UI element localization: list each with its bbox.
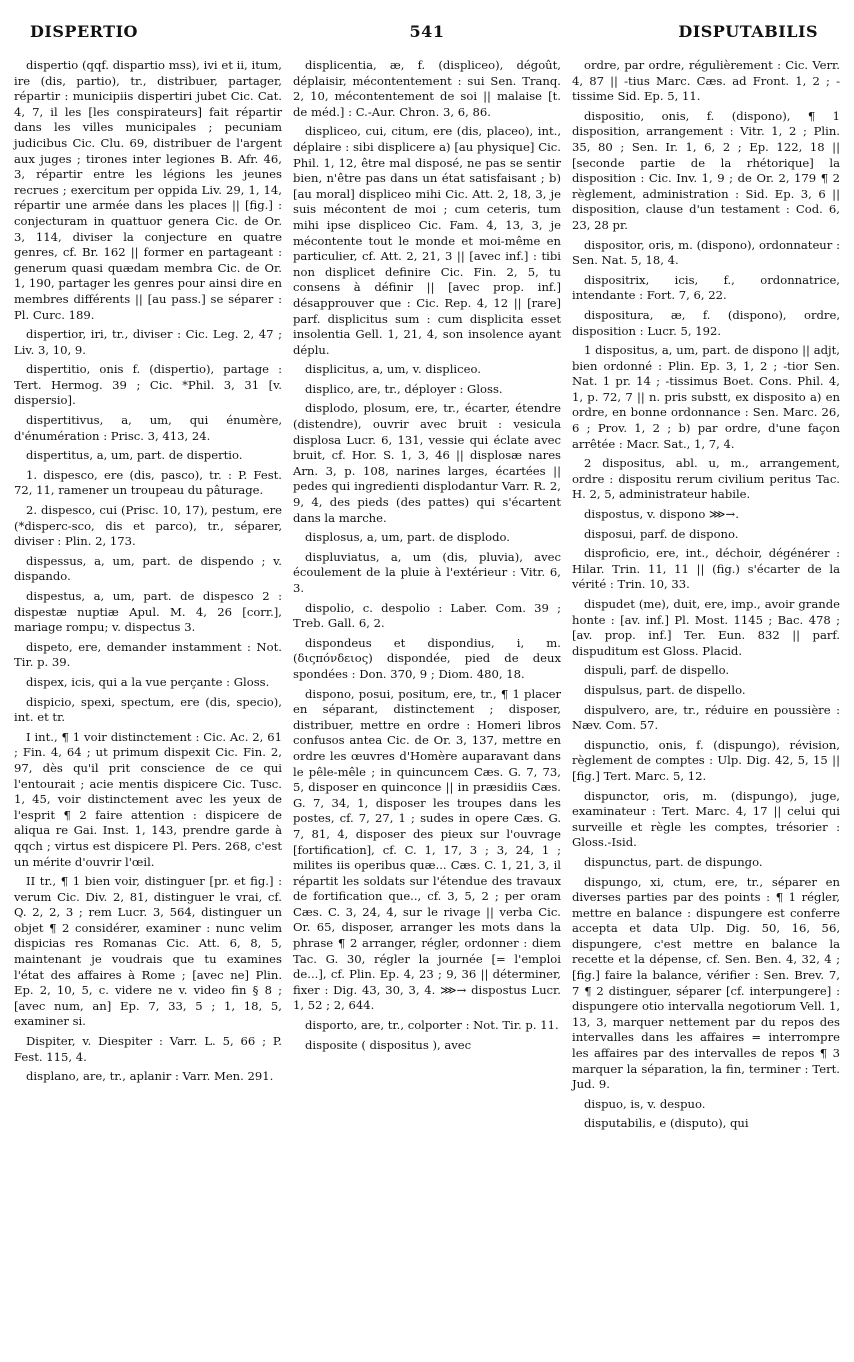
running-header — [14, 22, 840, 50]
dictionary-entry: dispositrix, icis, f., ordonnatrice, intendante : Fort. 7, 6, 22. — [572, 272, 840, 303]
dictionary-entry: dispunctor, oris, m. (dispungo), juge, examinateur : Tert. Marc. 4, 17 || celui qui surveille et règle les comptes, trésorier : Gloss.-Isid. — [572, 788, 840, 850]
dictionary-entry: dispex, icis, qui a la vue perçante : Gloss. — [26, 674, 270, 689]
dictionary-entry: Dispiter, v. Diespiter : Varr. L. 5, 66 ; P. Fest. 115, 4. — [14, 1034, 282, 1064]
dictionary-entry: dispuli, parf. de dispello. — [584, 663, 730, 678]
dictionary-entry: disporto, are, tr., colporter : Not. Tir. p. 11. — [305, 1018, 559, 1033]
dictionary-entry: displodo, plosum, ere, tr., écarter, étendre (distendre), ouvrir avec bruit : vesicula displosa Lucr. 6, 131, vessie qui éclate avec bruit, cf. Hor. S. 1, 3, 46 || displosæ nares Arn. 3, p. 108, narines larges, écartées || pedes qui ingredienti displodantur Varr. R. 2, 9, 4, des pieds (des pattes) qui s'écartent dans la marche. — [293, 401, 561, 525]
dictionary-entry: dispulvero, are, tr., réduire en poussière : Næv. Com. 57. — [572, 702, 840, 733]
dictionary-entry: dispositor, oris, m. (dispono), ordonnateur : Sen. Nat. 5, 18, 4. — [572, 237, 840, 268]
dictionary-entry: displosus, a, um, part. de displodo. — [305, 530, 510, 545]
dictionary-entry: dispertitus, a, um, part. de dispertio. — [26, 448, 243, 463]
dictionary-entry: displano, are, tr., aplanir : Varr. Men. 291. — [26, 1069, 274, 1084]
dictionary-entry: dispono, posui, positum, ere, tr., ¶ 1 placer en séparant, distinctement ; disposer, distribuer, mettre en ordre : Homeri libros confusos antea Cic. de Or. 3, 137, mettre en ordre les œuvres d'Homère auparavant dans le pêle-mêle ; in quincuncem Cæs. G. 7, 73, 5, disposer en quinconce || in præsidiis Cæs. G. 7, 34, 1, disposer les troupes dans les postes, cf. 7, 27, 1 ; sudes in opere Cæs. G. 7, 81, 4, disposer des pieux sur l'ouvrage [fortification], cf. C. 1, 17, 3 ; 3, 24, 1 ; milites iis operibus quæ... Cæs. C. 1, 21, 3, il répartit les soldats sur l'étendue des travaux de fortification que.., cf. 3, 5, 2 ; per oram Cæs. C. 3, 24, 4, sur le rivage || verba Cic. Or. 65, disposer, arranger les mots dans la phrase ¶ 2 arranger, régler, ordonner : diem Tac. G. 30, régler la journée [= l'emploi de...], cf. Plin. Ep. 4, 23 ; 9, 36 || déterminer, fixer : Dig. 43, 30, 3, 4. ⋙→ dispostus Lucr. 1, 52 ; 2, 644. — [293, 686, 561, 1013]
dictionary-entry: disproficio, ere, int., déchoir, dégénérer : Hilar. Trin. 11, 11 || (fig.) s'écarter de la vérité : Trin. 10, 33. — [572, 546, 840, 592]
dictionary-entry: disposite ( dispositus ), avec — [305, 1037, 472, 1052]
dictionary-entry: II tr., ¶ 1 bien voir, distinguer [pr. et fig.] : verum Cic. Div. 2, 81, distinguer le vrai, cf. Q. 2, 2, 3 ; rem Lucr. 3, 564, distinguer un objet ¶ 2 considérer, examiner : nunc velim dispicias res Romanas Cic. Att. 6, 8, 5, maintenant je voudrais que tu examines l'état des affaires à Rome ; [avec ne] Plin. Ep. 2, 10, 5, c. videre ne v. video fin § 8 ; [avec num, an] Ep. 7, 33, 5 ; 1, 18, 5, examiner si. — [14, 874, 282, 1029]
text-columns — [14, 58, 840, 1136]
dictionary-entry: dispertior, iri, tr., diviser : Cic. Leg. 2, 47 ; Liv. 3, 10, 9. — [14, 327, 282, 357]
dictionary-entry: dispunctio, onis, f. (dispungo), révision, règlement de comptes : Ulp. Dig. 42, 5, 15 || [fig.] Tert. Marc. 5, 12. — [572, 737, 840, 783]
dictionary-entry: dispertio (qqf. dispartio mss), ivi et ii, itum, ire (dis, partio), tr., distribuer, partager, répartir : municipiis dispertiri jubet Cic. Cat. 4, 7, il les [les conspirateurs] fait répartir dans les villes municipales ; pecuniam judicibus Cic. Clu. 69, distribuer de l'argent aux juges ; tirones inter legiones B. Afr. 46, 3, répartir entre les légions les jeunes recrues ; exercitum per oppida Liv. 29, 1, 14, répartir une armée dans les places || [fig.] : conjecturam in quattuor genera Cic. de Or. 3, 114, diviser la conjecture en quatre genres, cf. Br. 162 || former en partageant : generum quasi quædam membra Cic. de Or. 1, 190, partager les genres pour ainsi dire en membres différents || [au pass.] se séparer : Pl. Curc. 189. — [14, 58, 282, 322]
dictionary-entry: dispungo, xi, ctum, ere, tr., séparer en diverses parties par des points : ¶ 1 régler, mettre en balance : dispungere est conferre accepta et data Ulp. Dig. 50, 16, 56, dispungere, c'est mettre en balance la recette et la dépense, cf. Sen. Ben. 4, 32, 4 ; [fig.] faire la balance, vérifier : Sen. Brev. 7, 7 ¶ 2 distinguer, séparer [cf. interpungere] : dispungere otio intervalla negotiorum Vell. 1, 13, 3, marquer nettement par du repos des intervalles dans les affaires = interrompre les affaires par des intervalles de repos ¶ 3 marquer la séparation, la fin, terminer : Tert. Jud. 9. — [572, 874, 840, 1092]
dictionary-entry: 2. dispesco, cui (Prisc. 10, 17), pestum, ere (*disperc-sco, dis et parco), tr., séparer, diviser : Plin. 2, 173. — [14, 503, 282, 549]
dictionary-entry: displicitus, a, um, v. displiceo. — [305, 362, 481, 377]
dictionary-entry: dispeto, ere, demander instamment : Not. Tir. p. 39. — [14, 639, 282, 670]
page-number: 541 — [409, 22, 445, 41]
dictionary-entry: dispositio, onis, f. (dispono), ¶ 1 disposition, arrangement : Vitr. 1, 2 ; Plin. 35, 80 ; Sen. Ir. 1, 6, 2 ; Ep. 122, 18 || [seconde partie de la rhétorique] la disposition : Cic. Inv. 1, 9 ; de Or. 2, 179 ¶ 2 règlement, administration : Sid. Ep. 3, 6 || disposition, clause d'un testament : Cod. 6, 23, 28 pr. — [572, 108, 840, 232]
dictionary-entry: disputabilis, e (disputo), qui — [584, 1116, 749, 1131]
dictionary-entry: 2 dispositus, abl. u, m., arrangement, ordre : dispositu rerum civilium peritus Tac. H. 2, 5, administrateur habile. — [572, 456, 840, 502]
dictionary-entry: displiceo, cui, citum, ere (dis, placeo), int., déplaire : sibi displicere a) [au physique] Cic. Phil. 1, 12, être mal disposé, ne pas se sentir bien, n'être pas dans un état satisfaisant ; b) [au moral] displiceo mihi Cic. Att. 2, 18, 3, je suis mécontent de moi ; cum ceteris, tum mihi ipse displiceo Cic. Fam. 4, 13, 3, je mécontente tout le monde et moi-même en particulier, cf. Att. 2, 21, 3 || [avec inf.] : tibi non displicet definire Cic. Fin. 2, 5, tu consens à définir || [avec prop. inf.] désapprouver que : Cic. Rep. 4, 12 || [rare] parf. displicitus sum : cum displicita esset insolentia Gell. 1, 21, 4, son insolence ayant déplu. — [293, 124, 561, 357]
dictionary-entry: disposui, parf. de dispono. — [584, 526, 739, 541]
dictionary-entry: dispertitivus, a, um, qui énumère, d'énumération : Prisc. 3, 413, 24. — [14, 413, 282, 443]
dictionary-entry: dispulsus, part. de dispello. — [584, 682, 746, 697]
header-left-guideword: DISPERTIO — [30, 22, 138, 41]
dictionary-entry: dispertitio, onis f. (dispertio), partage : Tert. Hermog. 39 ; Cic. *Phil. 3, 31 [v. dispersio]. — [14, 362, 282, 408]
dictionary-entry: displicentia, æ, f. (displiceo), dégoût, déplaisir, mécontentement : sui Sen. Tranq. 2, 10, mécontentement de soi || malaise [t. de méd.] : C.-Aur. Chron. 3, 6, 86. — [293, 58, 561, 119]
column-2 — [293, 58, 561, 1136]
dictionary-entry: ordre, par ordre, régulièrement : Cic. Verr. 4, 87 || -tius Marc. Cæs. ad Front. 1, 2 ; -tissime Sid. Ep. 5, 11. — [572, 58, 840, 104]
dictionary-entry: dispuo, is, v. despuo. — [584, 1096, 706, 1111]
dictionary-entry: dispicio, spexi, spectum, ere (dis, specio), int. et tr. — [14, 694, 282, 725]
dictionary-entry: 1. dispesco, ere (dis, pasco), tr. : P. Fest. 72, 11, ramener un troupeau du pâturage. — [14, 467, 282, 498]
dictionary-entry: dispunctus, part. de dispungo. — [584, 854, 763, 869]
dictionary-entry: dispondeus et dispondius, i, m. (διςπόνδειος) dispondée, pied de deux spondées : Don. 370, 9 ; Diom. 480, 18. — [293, 635, 561, 681]
dictionary-entry: displico, are, tr., déployer : Gloss. — [305, 381, 503, 396]
header-right-guideword: DISPUTABILIS — [678, 22, 818, 41]
dictionary-entry: dispositura, æ, f. (dispono), ordre, disposition : Lucr. 5, 192. — [572, 307, 840, 338]
dictionary-entry: dispestus, a, um, part. de dispesco 2 : dispestæ nuptiæ Apul. M. 4, 26 [corr.], mariage rompu; v. dispectus 3. — [14, 589, 282, 635]
column-1 — [14, 58, 282, 1136]
dictionary-entry: I int., ¶ 1 voir distinctement : Cic. Ac. 2, 61 ; Fin. 4, 64 ; ut primum dispexit Cic. Fin. 2, 97, dès qu'il prit conscience de ce qui l'entourait ; acie mentis dispicere Cic. Tusc. 1, 45, voir distinctement avec les yeux de l'esprit ¶ 2 faire attention : dispicere de aliqua re Gai. Inst. 1, 143, prendre garde à qqch ; virtus est dispicere Pl. Pers. 268, c'est un mérite d'ouvrir l'œil. — [14, 729, 282, 869]
dictionary-entry: displuviatus, a, um (dis, pluvia), avec écoulement de la pluie à l'extérieur : Vitr. 6, 3. — [293, 549, 561, 595]
dictionary-entry: dispudet (me), duit, ere, imp., avoir grande honte : [av. inf.] Pl. Most. 1145 ; Bac. 478 ; [av. prop. inf.] Ter. Eun. 832 || parf. dispuditum est Gloss. Placid. — [572, 597, 840, 658]
dictionary-entry: 1 dispositus, a, um, part. de dispono || adjt, bien ordonné : Plin. Ep. 3, 1, 2 ; -tior Sen. Nat. 1 pr. 14 ; -tissimus Boet. Cons. Phil. 4, 1, p. 72, 7 || n. pris substt, ex disposito a) en ordre, en bonne ordonnance : Sen. Marc. 26, 6 ; Prov. 1, 2 ; b) par ordre, d'une façon arrêtée : Macr. Sat., 1, 7, 4. — [572, 343, 840, 451]
dictionary-entry: dispessus, a, um, part. de dispendo ; v. dispando. — [14, 553, 282, 584]
dictionary-entry: dispolio, c. despolio : Laber. Com. 39 ; Treb. Gall. 6, 2. — [293, 600, 561, 631]
column-3 — [572, 58, 840, 1136]
dictionary-entry: dispostus, v. dispono ⋙→. — [584, 507, 739, 522]
